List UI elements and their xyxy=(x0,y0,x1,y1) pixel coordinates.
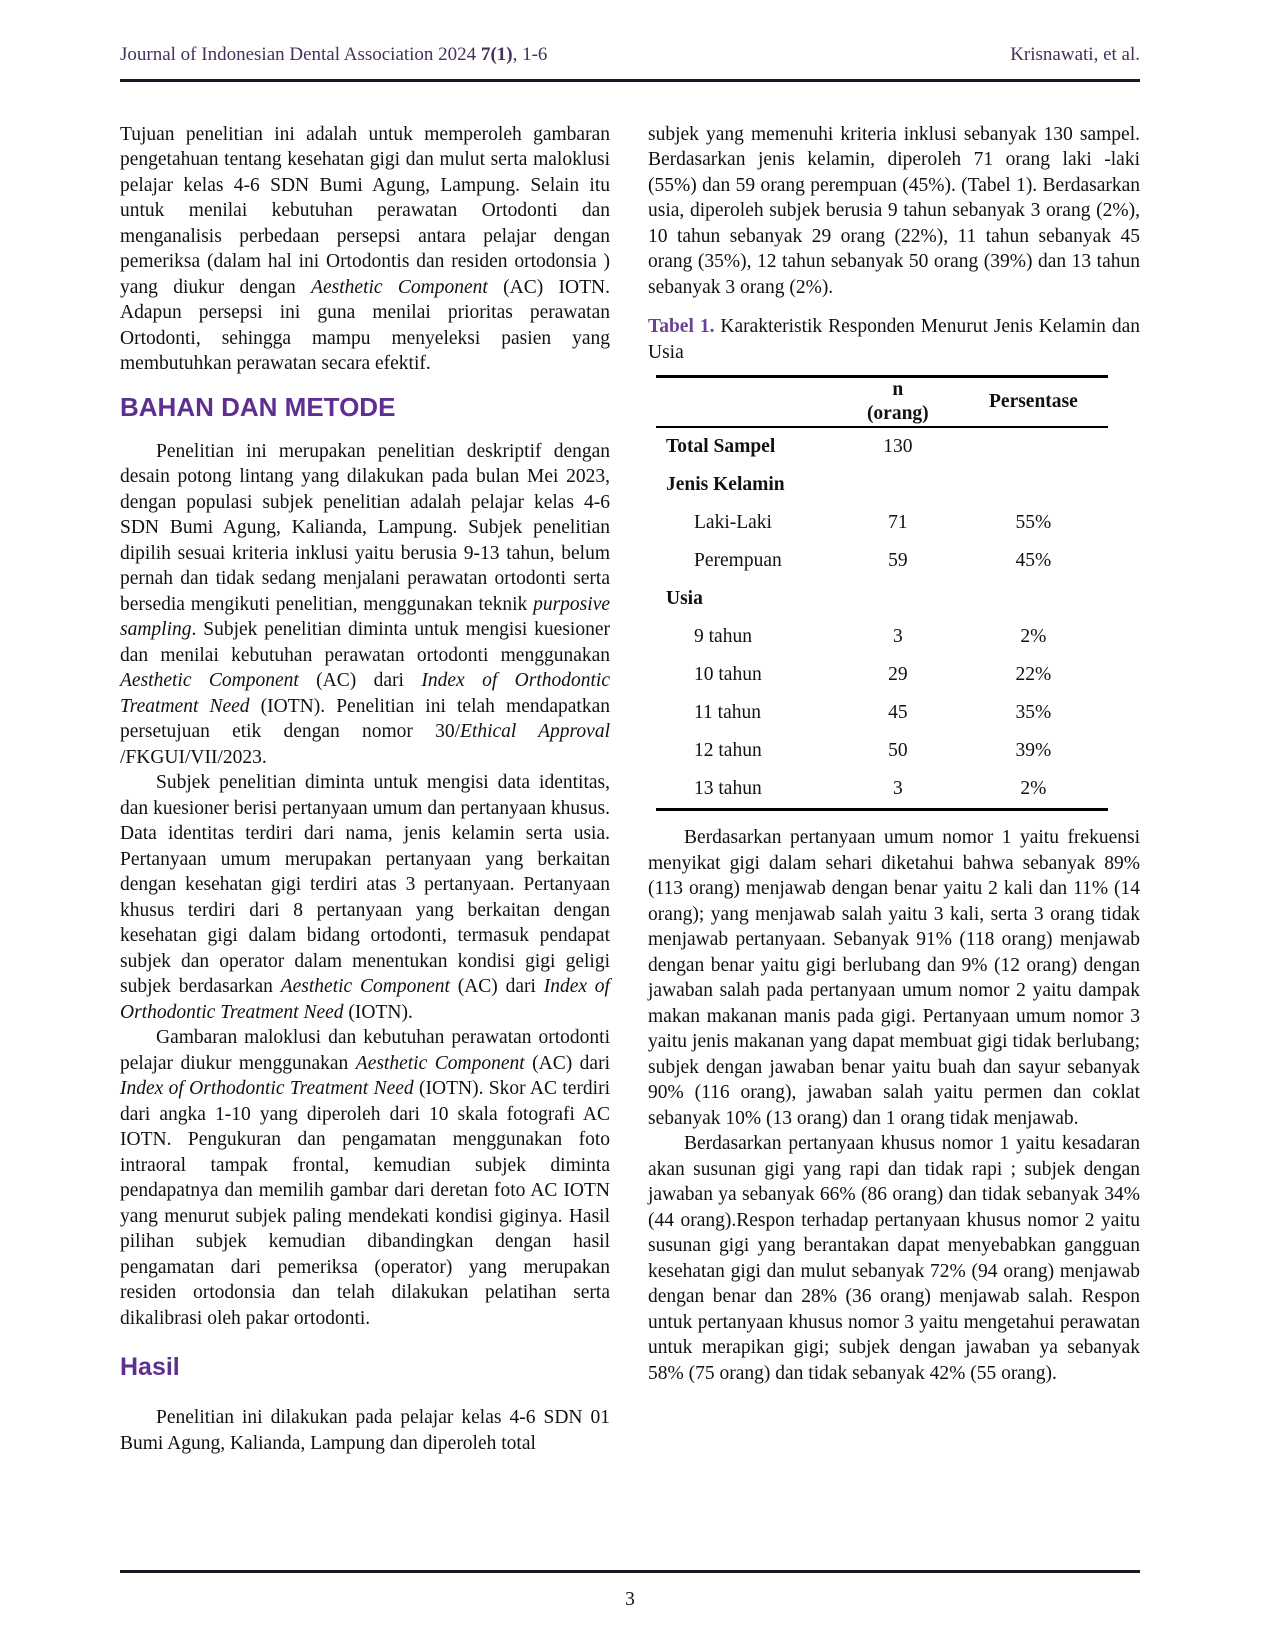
table-row xyxy=(656,618,1108,656)
text-run: . Subjek penelitian diminta untuk mengisi kuesioner dan menilai kebutuhan perawatan ortodonti menggunakan xyxy=(120,619,610,666)
paragraph-results-4 xyxy=(648,1131,1140,1386)
cell-label: 13 tahun xyxy=(656,770,837,810)
page-number: 3 xyxy=(625,1589,635,1610)
header-cell-n: n (orang) xyxy=(837,377,959,428)
text-run: Aesthetic Component xyxy=(311,276,488,298)
table-1-body xyxy=(656,427,1108,810)
header-cell-persentase: Persentase xyxy=(959,377,1108,428)
text-run: Index of Orthodontic Treatment Need xyxy=(120,1078,414,1099)
cell-label: Total Sampel xyxy=(666,436,776,458)
text-run: Aesthetic Component xyxy=(355,1052,525,1074)
cell-persentase: 22% xyxy=(1015,664,1052,686)
cell-persentase: 39% xyxy=(1015,740,1052,762)
cell-persentase: 2% xyxy=(1020,626,1047,648)
cell-n: 45 xyxy=(888,702,908,724)
table-row xyxy=(656,466,1108,504)
cell-label: 10 tahun xyxy=(694,664,762,686)
cell-n: 29 xyxy=(888,664,908,686)
journal-citation xyxy=(120,42,547,68)
cell-label: Perempuan xyxy=(694,550,782,572)
paragraph-methods-3 xyxy=(120,1025,610,1331)
table-row xyxy=(656,504,1108,542)
cell-label: 11 tahun xyxy=(694,702,761,724)
text-run: Index of Orthodontic Treatment Need xyxy=(120,670,610,717)
paragraph-results-1 xyxy=(120,1405,610,1456)
paragraph-results-3 xyxy=(648,825,1140,1131)
author-running-head: Krisnawati, et al. xyxy=(1010,44,1140,65)
cell-label: Laki-Laki xyxy=(694,512,772,534)
text-run: 7(1) xyxy=(480,44,513,65)
text-run: (AC) dari xyxy=(524,1052,610,1074)
cell-label: 12 tahun xyxy=(694,740,762,762)
paragraph-methods-2 xyxy=(120,770,610,1025)
cell-persentase xyxy=(959,466,1108,504)
page-content xyxy=(120,42,1140,1456)
text-run: (AC) dari xyxy=(449,976,544,997)
paragraph-methods-1 xyxy=(120,439,610,771)
text-run: Aesthetic Component xyxy=(280,976,450,997)
cell-label: Jenis Kelamin xyxy=(666,474,785,496)
text-run: Berdasarkan pertanyaan khusus nomor 1 yaitu kesadaran akan susunan gigi yang rapi dan tidak rapi ; subjek dengan jawaban ya sebanyak 66% (86 orang) dan tidak sebanyak 34% (44 orang).Respon terhadap pertanyaan khusus nomor 2 yaitu susunan gigi yang berantakan dapat menyebabkan gangguan kesehatan gigi dan mulut sebanyak 72% (94 orang) menjawab dengan benar dan 28% (36 orang) menjawab salah. Respon untuk pertanyaan khusus nomor 3 yaitu mengetahui perawatan untuk merapikan gigi; subjek dengan jawaban ya sebanyak 58% (75 orang) dan tidak sebanyak 42% (55 orang). xyxy=(648,1133,1140,1384)
cell-persentase: 35% xyxy=(1015,702,1052,724)
table-caption-label: Tabel 1. xyxy=(648,316,715,337)
text-run: subjek yang memenuhi kriteria inklusi sebanyak 130 sampel. Berdasarkan jenis kelamin, diperoleh 71 orang laki -laki (55%) dan 59 orang perempuan (45%). (Tabel 1). Berdasarkan usia, diperoleh subjek berusia 9 tahun sebanyak 3 orang (2%), 10 tahun sebanyak 29 orang (22%), 11 tahun sebanyak 45 orang (35%), 12 tahun sebanyak 50 orang (39%) dan 13 tahun sebanyak 3 orang (2%). xyxy=(648,123,1140,298)
text-run: Penelitian ini merupakan penelitian deskriptif dengan desain potong lintang yang dilakukan pada bulan Mei 2023, dengan populasi subjek penelitian adalah pelajar kelas 4-6 SDN Bumi Agung, Kalianda, Lampung. Subjek penelitian dipilih sesuai kriteria inklusi yaitu berusia 9-13 tahun, belum pernah dan tidak sedang menjalani perawatan ortodonti serta bersedia mengikuti penelitian, menggunakan teknik xyxy=(120,440,610,615)
text-run: Index of Orthodontic Treatment Need xyxy=(120,976,610,1023)
table-row xyxy=(656,656,1108,694)
table-row xyxy=(656,732,1108,770)
cell-n: 59 xyxy=(888,550,908,572)
two-column-body xyxy=(120,122,1140,1457)
text-run: Tujuan penelitian ini adalah untuk memperoleh gambaran pengetahuan tentang kesehatan gigi dan mulut serta maloklusi pelajar kelas 4-6 SDN Bumi Agung, Lampung. Selain itu untuk menilai kebutuhan perawatan Ortodonti dan menganalisis perbedaan persepsi antara pelajar dengan pemeriksa (dalam hal ini Ortodontis dan residen ortodonsia ) yang diukur dengan xyxy=(120,123,610,298)
cell-label: 9 tahun xyxy=(694,626,752,648)
text-run: Subjek penelitian diminta untuk mengisi data identitas, dan kuesioner berisi pertanyaan umum dan pertanyaan khusus. Data identitas terdiri dari nama, jenis kelamin serta usia. Pertanyaan umum merupakan pertanyaan yang berkaitan dengan kesehatan gigi terdiri atas 3 pertanyaan. Pertanyaan khusus terdiri dari 8 pertanyaan yang berkaitan dengan kesehatan gigi dalam bidang ortodonti, termasuk pendapat subjek dan operator dalam menentukan kondisi gigi geligi subjek berdasarkan xyxy=(120,772,610,997)
paragraph-results-2 xyxy=(648,122,1140,301)
section-heading-methods: BAHAN DAN METODE xyxy=(120,391,396,422)
text-run: (IOTN). Penelitian ini telah mendapatkan persetujuan etik dengan nomor 30/ xyxy=(120,695,610,742)
text-run: (IOTN). Skor AC terdiri dari angka 1-10 yang diperoleh dari 10 skala fotografi AC IOTN. Pengukuran dan pengamatan menggunakan foto intraoral tampak frontal, kemudian subjek diminta pendapatnya dan memilih gambar dari deretan foto AC IOTN yang menurut subjek paling mendekati kondisi giginya. Hasil pilihan subjek kemudian dibandingkan dengan hasil pengamatan dari pemeriksa (operator) yang merupakan residen ortodonsia dan telah dilakukan pelatihan serta dikalibrasi oleh pakar ortodonti. xyxy=(120,1078,610,1329)
text-run: Penelitian ini dilakukan pada pelajar kelas 4-6 SDN 01 Bumi Agung, Kalianda, Lampung dan diperoleh total xyxy=(120,1407,610,1454)
table-row xyxy=(656,770,1108,810)
text-run: (AC) IOTN. Adapun persepsi ini guna menilai prioritas perawatan Ortodonti, sehingga mampu menyeleksi pasien yang membutuhkan perawatan secara efektif. xyxy=(120,276,610,374)
cell-persentase: 45% xyxy=(1015,550,1052,572)
text-run: purposive sampling xyxy=(120,593,610,640)
running-head xyxy=(120,42,1140,82)
cell-n: 3 xyxy=(837,770,959,810)
cell-persentase: 55% xyxy=(1015,512,1052,534)
table-caption-text: Karakteristik Responden Menurut Jenis Kelamin dan Usia xyxy=(648,316,1140,363)
cell-label: Usia xyxy=(666,588,703,610)
right-column xyxy=(648,122,1140,1457)
table-1 xyxy=(656,375,1108,811)
text-run: (IOTN). xyxy=(343,1001,413,1023)
table-row xyxy=(656,580,1108,618)
text-run: /FKGUI/VII/2023. xyxy=(120,746,267,768)
text-run: (AC) dari xyxy=(298,670,422,691)
table-row xyxy=(656,427,1108,466)
table-row xyxy=(656,542,1108,580)
cell-n: 130 xyxy=(883,436,913,458)
paragraph-intro xyxy=(120,122,610,377)
section-heading-results: Hasil xyxy=(120,1353,180,1381)
cell-n xyxy=(837,466,959,504)
cell-n: 71 xyxy=(888,512,908,534)
cell-persentase xyxy=(959,580,1108,618)
page-footer xyxy=(120,1570,1140,1613)
table-caption xyxy=(648,314,1140,365)
cell-persentase: 2% xyxy=(959,770,1108,810)
cell-persentase xyxy=(959,427,1108,466)
table-row xyxy=(656,694,1108,732)
table-1-head xyxy=(656,377,1108,428)
table-header-row xyxy=(656,377,1108,428)
text-run: Aesthetic Component xyxy=(120,670,299,691)
footer-rule xyxy=(120,1570,1140,1573)
header-cell-empty xyxy=(656,377,837,428)
cell-n: 50 xyxy=(888,740,908,762)
text-run: , 1-6 xyxy=(512,44,548,65)
text-run: Gambaran maloklusi dan kebutuhan perawatan ortodonti pelajar diukur menggunakan xyxy=(120,1027,610,1074)
cell-n: 3 xyxy=(892,626,903,648)
cell-n xyxy=(837,580,959,618)
text-run: Berdasarkan pertanyaan umum nomor 1 yaitu frekuensi menyikat gigi dalam sehari diketahui bahwa sebanyak 89% (113 orang) menjawab dengan benar yaitu 2 kali dan 11% (14 orang); yang menjawab salah yaitu 3 kali, serta 3 orang tidak menjawab pertanyaan. Sebanyak 91% (118 orang) menjawab dengan benar yaitu gigi berlubang dan 9% (12 orang) dengan jawaban salah pada pertanyaan umum nomor 2 yaitu dampak makan makanan manis pada gigi. Pertanyaan umum nomor 3 yaitu jenis makanan yang dapat membuat gigi tidak berlubang; subjek dengan jawaban benar yaitu buah dan sayur sebanyak 90% (116 orang), jawaban salah yaitu permen dan coklat sebanyak 10% (13 orang) dan 1 orang tidak menjawab. xyxy=(648,827,1140,1129)
text-run: Ethical Approval xyxy=(460,721,610,742)
text-run: Journal of Indonesian Dental Association 2024 xyxy=(120,44,481,65)
left-column xyxy=(120,122,610,1457)
